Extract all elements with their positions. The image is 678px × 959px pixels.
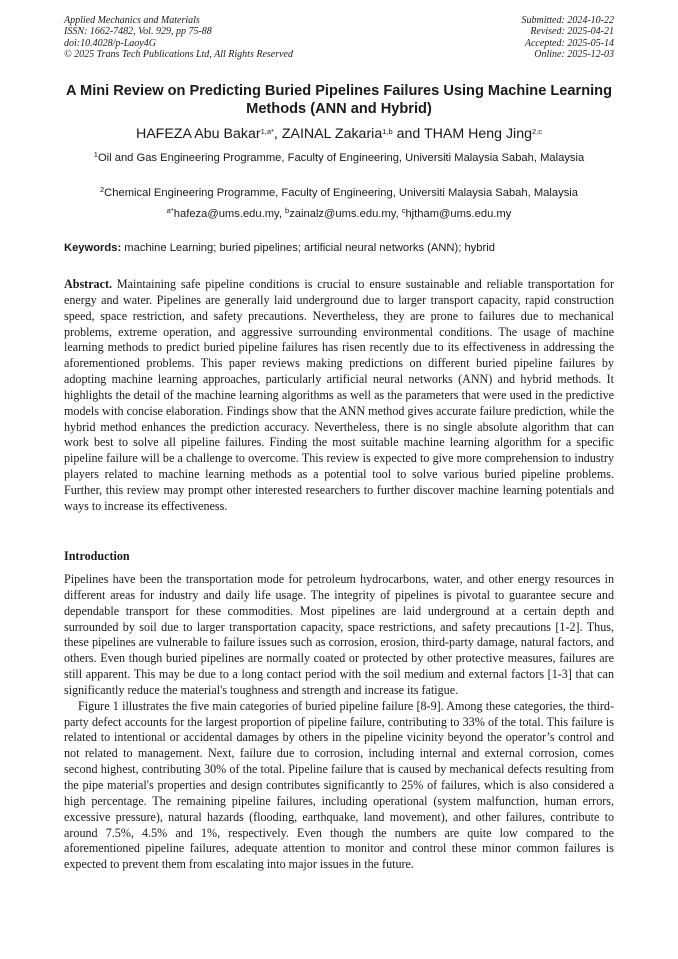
- email-separator: ,: [395, 208, 402, 220]
- author-emails: [40, 207, 638, 221]
- journal-info: [64, 15, 293, 60]
- abstract: [64, 277, 614, 515]
- keywords-label: Keywords:: [64, 242, 122, 254]
- email-1-marker: a*: [166, 206, 174, 215]
- author-2: ZAINAL Zakaria: [281, 126, 383, 142]
- email-3-marker: c: [401, 206, 406, 215]
- date-accepted: Accepted: 2025-05-14: [524, 37, 614, 49]
- affiliation-2-text: Chemical Engineering Programme, Faculty of Engineering, Universiti Malaysia Sabah, Malaysia: [104, 187, 578, 199]
- paragraph: Pipelines have been the transportation mode for petroleum hydrocarbons, water, and other energy resources in different areas for industry and daily life usage. The integrity of pipelines is pivotal to guarantee secure and dependable transport for these commodities. Most pipelines are laid underground at a certain depth and surrounded by soil due to larger transportation capacity, space restrictions, and safety precautions [1-2]. Thus, these pipelines are vulnerable to failure issues such as corrosion, erosion, third-party damage, natural factors, and others. Even though buried pipelines are normally coated or protected by other protective measures, failures are still apparent. This may be due to a long contact period with the soil medium and external factors [1-3] that can significantly reduce the material's toughness and strength and increase its fatigue.: [64, 572, 614, 697]
- author-1-affil: 1,a*: [260, 127, 274, 136]
- author-1: HAFEZA Abu Bakar: [135, 126, 261, 142]
- abstract-label: Abstract.: [64, 277, 113, 291]
- journal-issn: ISSN: 1662-7482, Vol. 929, pp 75-88: [64, 26, 212, 38]
- date-submitted: Submitted: 2024-10-22: [521, 15, 614, 26]
- journal-copyright: © 2025 Trans Tech Publications Ltd, All Rights Reserved: [64, 48, 293, 60]
- journal-name: Applied Mechanics and Materials: [64, 15, 200, 26]
- abstract-text: Maintaining safe pipeline conditions is crucial to ensure sustainable and reliable transportation for energy and water. Pipelines are generally laid underground due to larger transport capacity, rapid construction speed, space restriction, and safety precautions. Nevertheless, they are prone to failures due to mechanical problems, extreme operation, and aggressive surrounding environmental conditions. The usage of machine learning methods to predict buried pipeline failures has risen recently due to its effectiveness in addressing the aforementioned problems. This paper reviews making predictions on different buried pipeline failures by adopting machine learning approaches, particularly artificial neural networks (ANN) and hybrid methods. It highlights the detail of the machine learning algorithms as well as the parameters that were used in the predictive models with concise elaboration. Findings show that the ANN method gives accurate failure prediction, while the hybrid method enhances the prediction accuracy. Nevertheless, there is no single absolute algorithm that can work best to solve all pipeline failures. Finding the most suitable machine learning algorithm for a specific pipeline failure will be a challenge to overcome. This review is expected to give more comprehension to industry players related to machine learning methods as a potential tool to solve various buried pipeline problems. Further, this review may prompt other interested researchers to further discover machine learning potentials and ways to increase its effectiveness.: [64, 277, 614, 513]
- email-3: hjtham@ums.edu.my: [405, 208, 512, 220]
- author-2-affil: 1,b: [382, 127, 393, 136]
- email-separator: ,: [278, 208, 286, 220]
- introduction-body: [64, 572, 614, 873]
- author-separator: and: [392, 126, 424, 142]
- date-online: Online: 2025-12-03: [534, 48, 614, 60]
- email-2-marker: b: [285, 206, 290, 215]
- email-2: zainalz@ums.edu.my: [289, 208, 396, 220]
- author-list: [40, 125, 638, 143]
- affiliation-1-text: Oil and Gas Engineering Programme, Faculty of Engineering, Universiti Malaysia Sabah, Malaysia: [97, 152, 585, 164]
- publication-dates: [522, 15, 615, 60]
- affiliation-2-marker: 2: [100, 185, 105, 194]
- affiliation-1-marker: 1: [93, 150, 98, 159]
- paragraph: Figure 1 illustrates the five main categories of buried pipeline failure [8-9]. Among these categories, the third-party defect accounts for the largest proportion of pipeline failure, contributing to 33% of the total. This failure is related to intentional or accidental damages by others in the pipeline vicinity beyond the operator’s control and not related to management. Next, failure due to corrosion, including internal and external corrosion, comes second highest, contributing 30% of the total. Pipeline failure that is caused by mechanical defects resulting from the pipe material's properties and design contributes significantly to 25% of failures, which is also considered a high percentage. The remaining pipeline failures, including operational (system malfunction, human errors, excessive pressure), natural hazards (flooding, earthquake, land movement), and other failures, contribute to around 7.5%, 4.5% and 1%, respectively. Even though the numbers are quite low compared to the aforementioned pipeline failures, adequate attention to monitor and control these minor common failures is expected to prevent them from escalating into major issues in the future.: [64, 698, 614, 872]
- journal-doi: doi:10.4028/p-Laoy4G: [64, 37, 156, 49]
- affiliation-2: [40, 185, 638, 201]
- section-heading-introduction: Introduction: [64, 549, 130, 563]
- email-1: hafeza@ums.edu.my: [173, 208, 279, 220]
- author-separator: ,: [273, 126, 282, 142]
- affiliation-1: [70, 150, 608, 166]
- author-3-affil: 2,c: [532, 127, 543, 136]
- paper-title: A Mini Review on Predicting Buried Pipelines Failures Using Machine Learning Methods (ANN and Hybrid): [65, 83, 613, 117]
- keywords-text: machine Learning; buried pipelines; artificial neural networks (ANN); hybrid: [121, 242, 495, 254]
- keywords: [64, 241, 624, 255]
- date-revised: Revised: 2025-04-21: [530, 26, 614, 38]
- author-3: THAM Heng Jing: [423, 126, 532, 142]
